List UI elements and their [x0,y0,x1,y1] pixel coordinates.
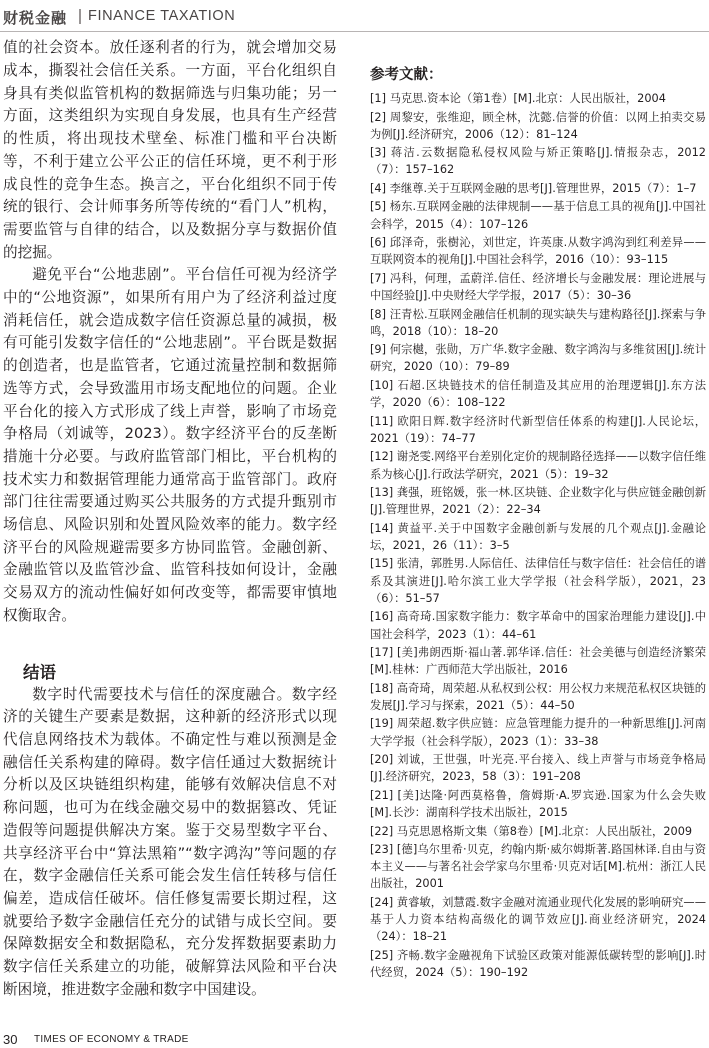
reference-item: [11] 欧阳日辉.数字经济时代新型信任体系的构建[J].人民论坛，2021（19）：74–77 [370,414,706,445]
reference-item: [16] 高奇琦.国家数字能力：数字革命中的国家治理能力建设[J].中国社会科学，2023（1）：44–61 [370,610,706,641]
reference-list [370,90,706,981]
reference-item: [7] 冯科，何理，孟蔚洋.信任、经济增长与金融发展：理论进展与中国经验[J].中央财经大学学报，2017（5）：30–36 [370,271,706,303]
reference-item: [10] 石超.区块链技术的信任制造及其应用的治理逻辑[J].东方法学，2020（6）：108–122 [370,378,706,410]
reference-item: [22] 马克思恩格斯文集（第8卷）[M].北京：人民出版社，2009 [370,824,693,838]
body-paragraph: 避免平台“公地悲剧”。平台信任可视为经济学中的“公地资源”，如果所有用户为了经济利益过度消耗信任，就会造成数字信任资源总量的减损，极有可能引发数字信任的“公地悲剧”。平台既是数据的创造者，也是监管者，它通过流量控制和数据筛选等方式，会导致滥用市场支配地位的问题。企业平台化的接入方式形成了线上声誉，影响了市场竞争格局（刘诚等，2023）。数字经济平台的反垄断措施十分必要。与政府监管部门相比，平台机构的技术实力和数据管理能力通常高于监管部门。政府部门往往需要通过购买公共服务的方式提升甄别市场信息、风险识别和处置风险效率的能力。数字经济平台的风险规避需要多方协同监管。金融创新、金融监管以及监管沙盒、监管科技如何设计，金融交易双方的流动性偏好如何改变等，都需要审慎地权衡取舍。 [3,266,337,624]
reference-item: [14] 黄益平.关于中国数字金融创新与发展的几个观点[J].金融论坛，2021，26（11）：3–5 [370,521,706,552]
reference-item: [15] 张清，郭胜男.人际信任、法律信任与数字信任：社会信任的谱系及其演进[J].哈尔滨工业大学学报（社会科学版），2021，23（6）：51–57 [370,557,706,605]
reference-item: [13] 龚强，班铭媛，张一林.区块链、企业数字化与供应链金融创新[J].管理世界，2021（2）：22–34 [370,486,706,517]
reference-item: [9] 何宗樾，张勋，万广华.数字金融、数字鸿沟与多维贫困[J].统计研究，2020（10）：79–89 [370,343,706,374]
reference-item: [3] 蒋洁.云数据隐私侵权风险与矫正策略[J].情报杂志，2012（7）：157–162 [370,146,706,177]
publication-name: TIMES OF ECONOMY & TRADE [34,1034,189,1045]
reference-item: [1] 马克思.资本论（第1卷）[M].北京：人民出版社，2004 [370,92,666,105]
reference-item: [4] 李继尊.关于互联网金融的思考[J].管理世界，2015（7）：1–7 [370,181,697,195]
page-footer [0,1032,709,1048]
section-gap [3,628,337,661]
reference-item: [5] 杨东.互联网金融的法律规制——基于信息工具的视角[J].中国社会科学，2015（4）：107–126 [370,200,706,231]
reference-item: [6] 邱泽奇，张樹沁，刘世定，许英康.从数字鸿沟到红利差异——互联网资本的视角[J].中国社会科学，2016（10）：93–115 [370,236,706,267]
reference-item: [19] 周荣超.数字供应链：应急管理能力提升的一种新思维[J].河南大学学报（社会科学版），2023（1）：33–38 [370,717,706,748]
section-title-en: FINANCE TAXATION [88,8,236,24]
reference-item: [21] [美]达隆·阿西莫格鲁，詹姆斯·A.罗宾逊.国家为什么会失败[M].长沙：湖南科学技术出版社，2015 [370,788,706,820]
body-column [3,39,337,1001]
references-column [370,66,706,983]
reference-item: [25] 齐畅.数字金融视角下试验区政策对能源低碳转型的影响[J].时代经贸，2024（5）：190–192 [370,948,706,980]
header-rule [0,31,709,32]
page-number: 30 [3,1032,18,1047]
header-separator [79,9,81,24]
reference-item: [17] [美]弗朗西斯·福山著.郭华译.信任：社会美德与创造经济繁荣[M].桂林：广西师范大学出版社，2016 [370,646,706,677]
page-header [0,0,709,40]
conclusion-heading: 结语 [23,662,56,682]
reference-item: [18] 高奇琦，周荣超.从私权到公权：用公权力来规范私权区块链的发展[J].学习与探索，2021（5）：44–50 [370,681,706,712]
reference-item: [24] 黄睿敏，刘慧霞.数字金融对流通业现代化发展的影响研究——基于人力资本结构高级化的调节效应[J].商业经济研究，2024（24）：18–21 [370,895,706,944]
reference-item: [2] 周黎安，张维迎，顾全林，沈懿.信誉的价值：以网上拍卖交易为例[J].经济研究，2006（12）：81–124 [370,110,706,141]
reference-item: [20] 刘诚，王世强，叶光亮.平台接入、线上声誉与市场竞争格局[J].经济研究，2023，58（3）：191–208 [370,753,706,784]
body-paragraph: 值的社会资本。放任逐利者的行为，就会增加交易成本，撕裂社会信任关系。一方面，平台化组织自身具有类似监管机构的数据筛选与归集功能；另一方面，这类组织为实现自身发展，也具有生产经营的性质，将出现技术壁垒、标准门槛和平台决断等，不利于建立公平公正的信任环境，更不利于形成良性的竞争生态。换言之，平台化组织不同于传统的银行、会计师事务所等传统的“看门人”机构，需要监管与自律的结合，以及数据分享与数据价值的挖掘。 [3,39,337,261]
body-paragraph: 数字时代需要技术与信任的深度融合。数字经济的关键生产要素是数据，这种新的经济形式以现代信息网络技术为载体。不确定性与难以预测是金融信任关系构建的障碍。数字信任通过大数据统计分析以及区块链组织构建，能够有效解决信息不对称问题，也可为在线金融交易中的数据篡改、凭证造假等问题提供解决方案。鉴于交易型数字平台、共享经济平台中“算法黑箱”“数字鸿沟”等问题的存在，数字金融信任关系可能会发生信任转移与信任偏差，造成信任破坏。信任修复需要长期过程，这就要给予数字金融信任充分的试错与成长空间。要保障数据安全和数据隐私，充分发挥数据要素助力数字信任关系建立的功能，破解算法风险和平台决断困境，推进数字金融和数字中国建设。 [3,685,337,998]
references-title: 参考文献： [370,67,443,83]
reference-item: [8] 汪青松.互联网金融信任机制的现实缺失与建构路径[J].探索与争鸣，2018（10）：18–20 [370,307,706,338]
reference-item: [23] [德]乌尔里希·贝克，约翰内斯·威尔姆斯著.路国林译.自由与资本主义——与著名社会学家乌尔里希·贝克对话[M].杭州：浙江人民出版社，2001 [370,843,706,891]
section-title-cn: 财税金融 [3,9,68,27]
reference-item: [12] 谢尧雯.网络平台差别化定价的规制路径选择——以数字信任维系为核心[J].行政法学研究，2021（5）：19–32 [370,450,706,481]
